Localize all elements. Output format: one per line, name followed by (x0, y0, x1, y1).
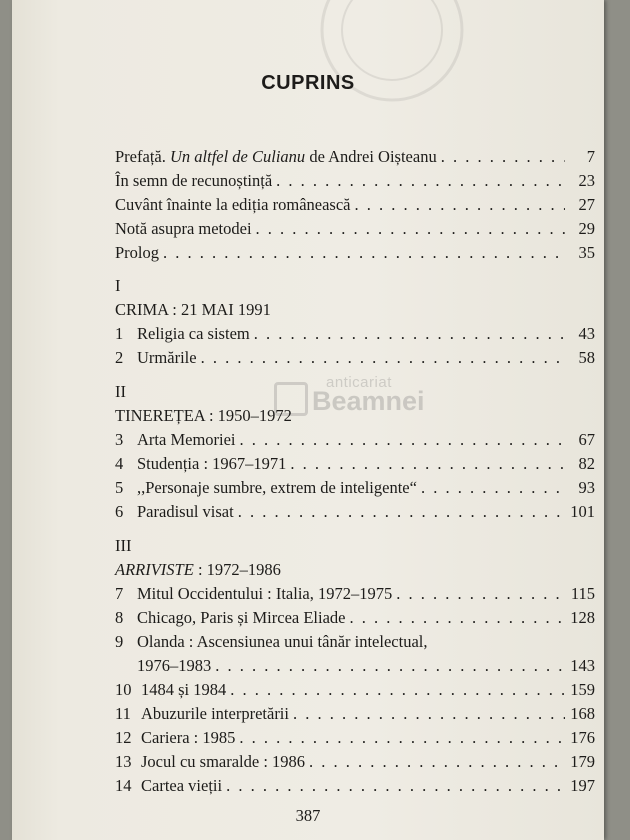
toc-entry (115, 169, 595, 193)
dot-leader (238, 500, 565, 524)
dot-leader (239, 726, 565, 750)
chapter-page: 115 (570, 584, 595, 603)
dot-leader (396, 582, 565, 606)
chapter-label: Cariera : 1985 (141, 728, 236, 747)
chapter-label: Abuzurile interpretării (141, 704, 289, 723)
book-page (12, 0, 604, 840)
page-title: CUPRINS (261, 72, 355, 94)
toc-chapter (115, 322, 595, 346)
chapter-page: 128 (570, 608, 595, 627)
chapter-label: Arta Memoriei (137, 430, 236, 449)
chapter-number: 12 (115, 728, 132, 747)
dot-leader (355, 193, 566, 217)
toc-entry-page: 29 (578, 219, 595, 238)
toc-chapter (115, 452, 595, 476)
dot-leader (226, 774, 565, 798)
toc-entry-label: În semn de recunoștință (115, 171, 273, 190)
chapter-label: Urmările (137, 348, 197, 367)
chapter-page: 168 (570, 704, 595, 723)
toc-chapter (115, 774, 595, 798)
shop-watermark (274, 372, 424, 420)
chapter-label: Olanda : Ascensiunea unui tânăr intelectual, (137, 632, 428, 651)
chapter-page: 58 (578, 348, 595, 367)
dot-leader (201, 346, 565, 370)
chapter-page: 43 (578, 324, 595, 343)
chapter-number: 6 (115, 502, 124, 521)
toc-entry-page: 27 (578, 195, 595, 214)
dot-leader (163, 241, 565, 265)
toc-chapter-continuation (137, 654, 595, 678)
chapter-number: 10 (115, 680, 132, 699)
page-number: 387 (295, 806, 321, 825)
chapter-page: 179 (570, 752, 595, 771)
chapter-label: Studenția : 1967–1971 (137, 454, 287, 473)
chapter-label: Chicago, Paris și Mircea Eliade (137, 608, 346, 627)
chapter-label: Cartea vieții (141, 776, 223, 795)
dot-leader (293, 702, 565, 726)
dot-leader (421, 476, 565, 500)
toc-entry-page: 23 (578, 171, 595, 190)
dot-leader (254, 322, 565, 346)
toc-entry-label: Cuvânt înainte la ediția românească (115, 195, 351, 214)
part-title-italic: ARRIVISTE (115, 560, 194, 579)
chapter-label: Paradisul visat (137, 502, 234, 521)
dot-leader (441, 145, 565, 169)
chapter-page: 176 (570, 728, 595, 747)
toc-entry-page: 7 (586, 147, 595, 166)
toc-entry (115, 193, 595, 217)
toc-chapter (115, 582, 595, 606)
chapter-label: Jocul cu smaralde : 1986 (141, 752, 306, 771)
chapter-label: Mitul Occidentului : Italia, 1972–1975 (137, 584, 393, 603)
watermark-brand: Beamnei (312, 386, 425, 416)
part-numeral: II (115, 382, 126, 401)
chapter-page: 82 (578, 454, 595, 473)
chapter-number: 14 (115, 776, 132, 795)
toc-entry-label: Prolog (115, 243, 160, 262)
dot-leader (290, 452, 565, 476)
chapter-number: 11 (115, 704, 131, 723)
chapter-number: 13 (115, 752, 132, 771)
chapter-label-cont: 1976–1983 (137, 656, 212, 675)
dot-leader (276, 169, 565, 193)
toc-chapter (115, 750, 595, 774)
part-title-dates: : 1972–1986 (193, 560, 281, 579)
toc-chapter (115, 476, 595, 500)
chapter-label: ,,Personaje sumbre, extrem de inteligente“ (137, 478, 417, 497)
dot-leader (256, 217, 565, 241)
toc-entry-preface (115, 145, 595, 169)
part-title (115, 558, 281, 582)
chapter-label: Religia ca sistem (137, 324, 250, 343)
chapter-number: 1 (115, 324, 124, 343)
toc-chapter (115, 428, 595, 452)
chapter-page: 67 (578, 430, 595, 449)
chapter-number: 4 (115, 454, 124, 473)
toc-chapter (115, 678, 595, 702)
dot-leader (230, 678, 565, 702)
dot-leader (309, 750, 565, 774)
dot-leader (240, 428, 565, 452)
part-numeral: III (115, 536, 132, 555)
chapter-page: 93 (578, 478, 595, 497)
toc-entry (115, 241, 595, 265)
chapter-number: 9 (115, 632, 124, 651)
toc-chapter (115, 346, 595, 370)
toc-chapter (115, 630, 595, 654)
toc-entry (115, 217, 595, 241)
chapter-number: 7 (115, 584, 124, 603)
dot-leader (349, 606, 565, 630)
chapter-page: 197 (570, 776, 595, 795)
chapter-number: 8 (115, 608, 124, 627)
toc-chapter (115, 606, 595, 630)
chapter-number: 5 (115, 478, 124, 497)
chapter-page: 159 (570, 680, 595, 699)
toc-entry-label: Prefață. Un altfel de Culianu de Andrei Oișteanu (115, 147, 437, 166)
watermark-line1: anticariat (326, 374, 392, 391)
chapter-page: 101 (570, 502, 595, 521)
toc-chapter (115, 702, 595, 726)
toc-entry-label: Notă asupra metodei (115, 219, 252, 238)
part-numeral: I (115, 276, 121, 295)
part-title: TINEREȚEA : 1950–1972 (115, 406, 292, 425)
chapter-label: 1484 și 1984 (141, 680, 227, 699)
part-title: CRIMA : 21 MAI 1991 (115, 300, 271, 319)
chapter-number: 3 (115, 430, 124, 449)
toc-chapter (115, 726, 595, 750)
chapter-page: 143 (570, 656, 595, 675)
toc-chapter (115, 500, 595, 524)
chapter-number: 2 (115, 348, 124, 367)
toc-entry-page: 35 (578, 243, 595, 262)
dot-leader (215, 654, 565, 678)
